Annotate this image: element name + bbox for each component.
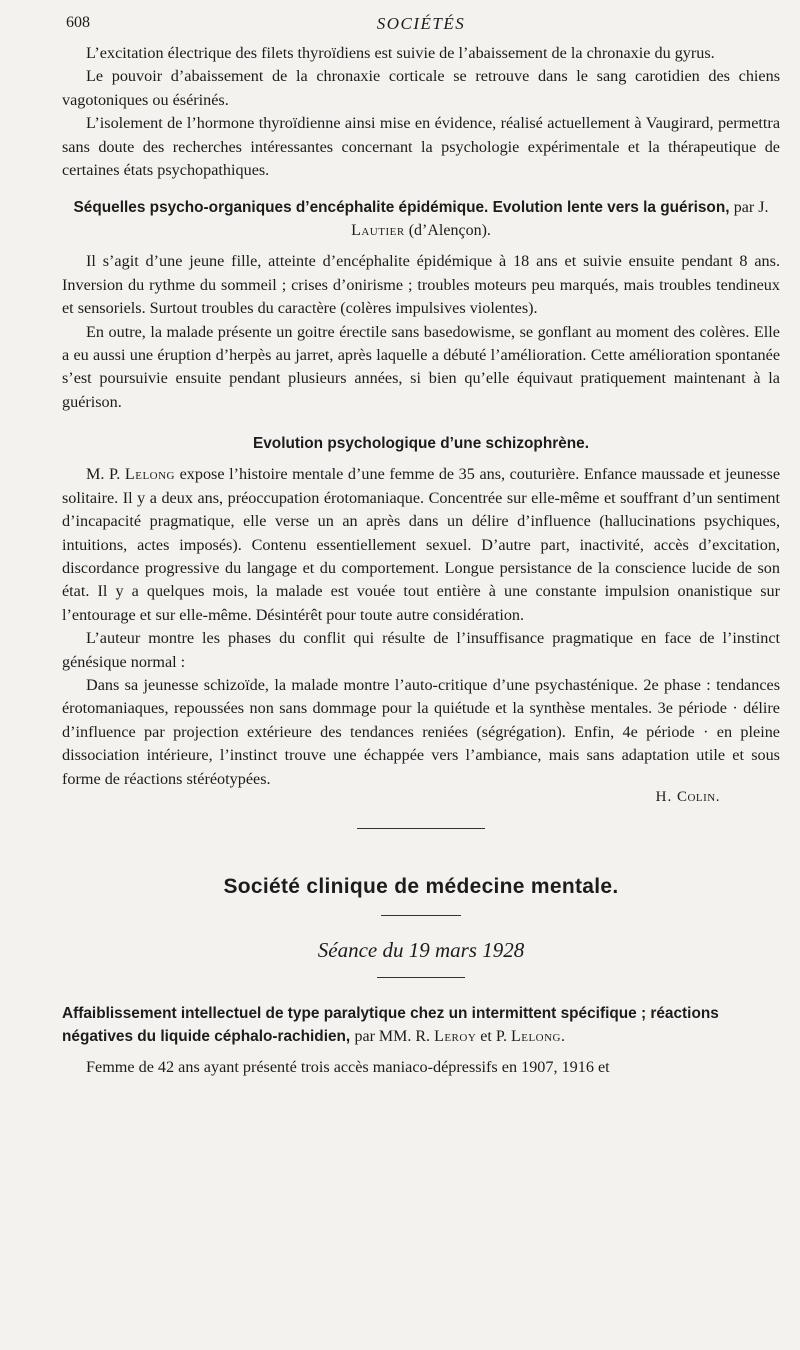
section-divider bbox=[357, 828, 485, 829]
paragraph-phases-detail: Dans sa jeunesse schizoïde, la malade montre l’auto-critique d’une psychasténique. 2e phase : tendances érotomaniaques, repoussées non sans dommage pour la quiétude et la synthèse mentales. 3e période · délire d’influence par projection extérieure des tendances reniées (ségrégation). Enfin, 4e période · en pleine dissociation intérieure, l’instinct trouve une échappée vers l’ambiance, mais sans adaptation utile et sous forme de réactions stéréotypées. bbox=[62, 675, 780, 788]
page-number: 608 bbox=[66, 14, 90, 31]
signature: H. Colin. bbox=[655, 788, 720, 805]
title-rule bbox=[381, 915, 461, 916]
paragraph-chronaxie: L’excitation électrique des filets thyroïdiens est suivie de l’abaissement de la chronaxie du gyrus. bbox=[86, 44, 715, 62]
date-rule bbox=[377, 977, 465, 978]
paragraph-goitre: En outre, la malade présente un goitre érectile sans basedowisme, se gonflant au moment des colères. Elle a eu aussi une éruption d’herpès au jarret, après laquelle a débuté l’amélioration. Cette amélioration spontanée s’est poursuivie ensuite pendant plusieurs années, si bien qu’elle équivaut pratiquement maintenant à la guérison. bbox=[62, 322, 780, 411]
author-name: Lelong bbox=[124, 465, 176, 484]
paragraph-lelong-case: M. P. Lelong expose l’histoire mentale d’une femme de 35 ans, couturière. Enfance maussade et jeunesse solitaire. Il y a deux ans, préoccupation érotomaniaque. Concentrée sur elle-même et souffrant d’un sentiment d’incapacité pragmatique, elle verse un an après dans un délire d’influence (hallucinations psychiques, intuitions, actes imposés). Contenu essentiellement sexuel. D’autre part, inactivité, accès d’excitation, discordance progressive du langage et du comportement. Longue persistance de la conscience lucide de son état. Il y a quelques mois, la malade est vouée tout entière à une constante impulsion onanistique sur l’entourage et sur elle-même. Désintérêt pour toute autre considération. bbox=[62, 465, 781, 624]
running-title: SOCIÉTÉS bbox=[376, 14, 466, 33]
society-title: Société clinique de médecine mentale. bbox=[223, 874, 619, 898]
article-title-paralytic bbox=[62, 1002, 780, 1048]
article-byline: par J. Lautier (d’Alençon). bbox=[351, 199, 769, 240]
page-body bbox=[62, 42, 780, 1079]
session-date: Séance du 19 mars 1928 bbox=[317, 937, 525, 962]
running-head bbox=[66, 10, 776, 34]
paragraph-case-42: Femme de 42 ans ayant présenté trois accès maniaco-dépressifs en 1907, 1916 et bbox=[86, 1057, 610, 1076]
article-title-text: Séquelles psycho-organiques d’encéphalite épidémique. Evolution lente vers la guérison, bbox=[73, 199, 730, 217]
paragraph-case-description: Il s’agit d’une jeune fille, atteinte d’encéphalite épidémique à 18 ans et suivie ensuite pendant 8 ans. Inversion du rythme du sommeil ; crises d’onirisme ; troubles moteurs peu marqués, mais troubles tendineux et sensoriels. Surtout troubles du caractère (colères impulsives violentes). bbox=[62, 252, 780, 318]
author-name: Lautier bbox=[351, 222, 405, 240]
author-name: Leroy bbox=[434, 1027, 477, 1045]
article-title-schizophrenia: Evolution psychologique d’une schizophrène. bbox=[252, 435, 590, 453]
paragraph-thyroid-hormone: L’isolement de l’hormone thyroïdienne ainsi mise en évidence, réalisé actuellement à Vaugirard, permettra sans doute des recherches intéressantes concernant la psychologie expérimentale et la thérapeutique de certaines états psychopathiques. bbox=[62, 114, 780, 180]
author-name: Lelong. bbox=[510, 1027, 566, 1045]
article-title-text: Affaiblissement intellectuel de type paralytique chez un intermittent spécifique ; réactions négatives du liquide céphalo-rachidien, bbox=[62, 1004, 719, 1045]
article-byline: par MM. R. Leroy et P. Lelong. bbox=[354, 1027, 566, 1045]
article-title-encephalitis bbox=[62, 196, 780, 242]
paragraph-conflict-phases: L’auteur montre les phases du conflit qui résulte de l’insuffisance pragmatique en face de l’instinct génésique normal : bbox=[62, 629, 780, 671]
paragraph-carotid-blood: Le pouvoir d’abaissement de la chronaxie corticale se retrouve dans le sang carotidien des chiens vagotoniques ou ésérinés. bbox=[62, 67, 780, 109]
